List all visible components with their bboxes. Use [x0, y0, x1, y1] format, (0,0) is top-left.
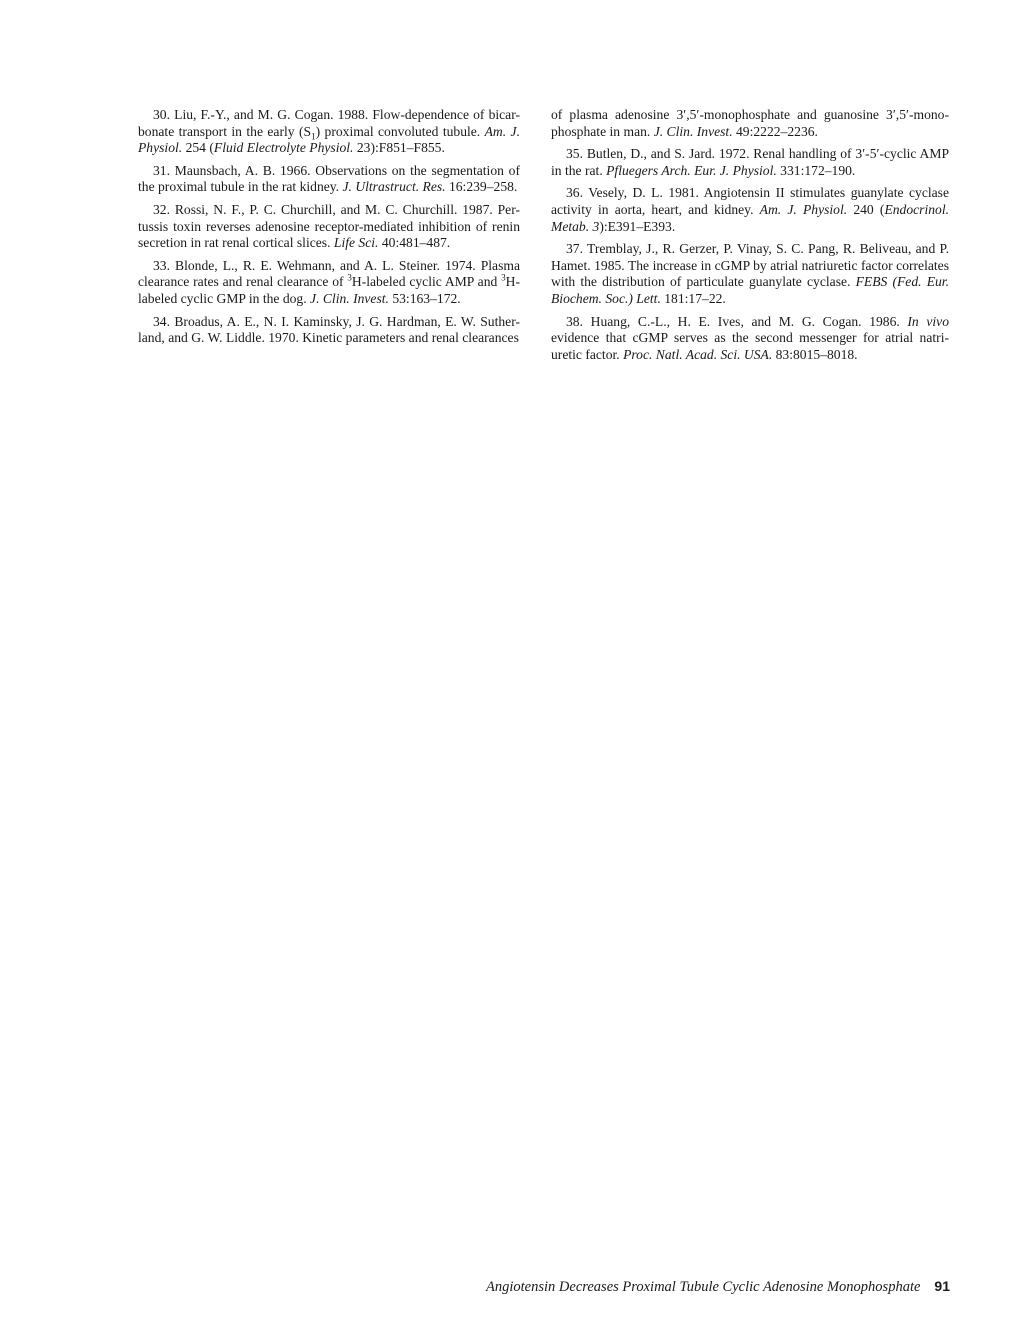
reference-34: 34. Broadus, A. E., N. I. Kaminsky, J. G. Hardman, E. W. Suther-land, and G. W. Liddle. 1970. Kinetic parameters and renal clearances: [138, 313, 520, 346]
reference-31: 31. Maunsbach, A. B. 1966. Observations on the segmentation of the proximal tubule in the rat kidney. J. Ultrastruct. Res. 16:239–258.: [138, 162, 520, 195]
reference-column-left: [138, 107, 520, 353]
reference-36: 36. Vesely, D. L. 1981. Angiotensin II stimulates guanylate cyclase activity in aorta, heart, and kidney. Am. J. Physiol. 240 (Endocrinol. Metab. 3):E391–E393.: [551, 185, 950, 234]
reference-37: 37. Tremblay, J., R. Gerzer, P. Vinay, S. C. Pang, R. Beliveau, and P. Hamet. 1985. The increase in cGMP by atrial natriuretic factor correlates with the distribution of particulate guanylate cyclase. FEBS (Fed. Eur. Biochem. Soc.) Lett. 181:17–22.: [551, 241, 949, 306]
reference-38: 38. Huang, C.-L., H. E. Ives, and M. G. Cogan. 1986. In vivo evidence that cGMP serves as the second messenger for atrial natri-uretic factor. Proc. Natl. Acad. Sci. USA. 83:8015–8018.: [551, 313, 949, 362]
reference-34-continuation: of plasma adenosine 3′,5′-monophosphate and guanosine 3′,5′-mono-phosphate in man. J. Clin. Invest. 49:2222–2236.: [551, 107, 949, 139]
page-number: 91: [934, 1278, 950, 1294]
reference-30: 30. Liu, F.-Y., and M. G. Cogan. 1988. Flow-dependence of bicar-bonate transport in the early $(S_1)$ proximal convoluted tubule. Am. J. Physiol. 254 (Fluid Electrolyte Physiol. 23):F851–F855.: [138, 107, 520, 156]
reference-column-right: [551, 107, 949, 369]
reference-32: 32. Rossi, N. F., P. C. Churchill, and M. C. Churchill. 1987. Per-tussis toxin reverses adenosine receptor-mediated inhibition of renin secretion in rat renal cortical slices. Life Sci. 40:481–487.: [138, 201, 520, 251]
running-footer: [480, 1278, 950, 1296]
reference-33: 33. Blonde, L., R. E. Wehmann, and A. L. Steiner. 1974. Plasma clearance rates and renal clearance of $^3$H-labeled cyclic AMP and $^3$H-labeled cyclic GMP in the dog. J. Clin. Invest. 53:163–172.: [138, 257, 520, 306]
running-title: Angiotensin Decreases Proximal Tubule Cyclic Adenosine Monophosphate: [486, 1279, 921, 1295]
reference-35: 35. Butlen, D., and S. Jard. 1972. Renal handling of 3′-5′-cyclic AMP in the rat. Pfluegers Arch. Eur. J. Physiol. 331:172–190.: [551, 146, 950, 178]
